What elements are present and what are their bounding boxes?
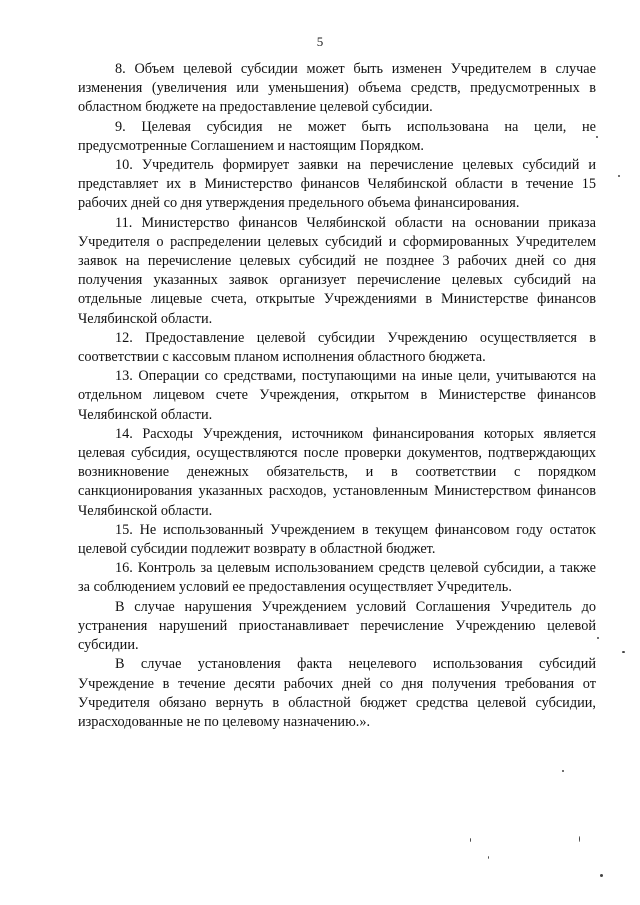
scan-speck — [488, 856, 489, 859]
paragraph-16: 16. Контроль за целевым использованием средств целевой субсидии, а также за соблюдением условий ее предоставления осуществляет Учредитель. — [78, 560, 596, 596]
paragraph-14: 14. Расходы Учреждения, источником финансирования которых является целевая субсидия, осуществляются после проверки документов, подтверждающих возникновение денежных обязательств, и в соответствии с порядком санкционирования указанных расходов, установленным Министерством финансов Челябинской области. — [78, 425, 596, 519]
scan-speck — [562, 770, 564, 772]
scan-speck — [597, 637, 599, 639]
paragraph-misuse: В случае установления факта нецелевого использования субсидий Учреждение в течение десяти рабочих дней со дня получения требования от Учредителя обязано вернуть в областной бюджет средства целевой субсидии, израсходованные не по целевому назначению.». — [78, 656, 596, 730]
paragraph-12: 12. Предоставление целевой субсидии Учреждению осуществляется в соответствии с кассовым планом исполнения областного бюджета. — [78, 329, 596, 366]
paragraph-9: 9. Целевая субсидия не может быть использована на цели, не предусмотренные Соглашением и настоящим Порядком. — [78, 118, 596, 154]
scan-speck — [470, 838, 471, 842]
scan-speck — [618, 175, 620, 177]
page-number: 5 — [316, 34, 324, 49]
paragraph-11: 11. Министерство финансов Челябинской области на основании приказа Учредителя о распределении целевых субсидий и сформированных Учредителем заявок на перечисление целевых субсидий не позднее 3 рабочих дней со дня получения указанных заявок организует перечисление целевых субсидий на отдельные лицевые счета, открытые Учреждениями в Министерстве финансов Челябинской области. — [78, 214, 596, 327]
scan-speck — [579, 836, 580, 842]
scan-speck — [622, 651, 625, 653]
document-body — [78, 60, 596, 732]
paragraph-15: 15. Не использованный Учреждением в текущем финансовом году остаток целевой субсидии подлежит возврату в областной бюджет. — [78, 521, 596, 558]
paragraph-violation: В случае нарушения Учреждением условий Соглашения Учредитель до устранения нарушений приостанавливает перечисление Учреждению целевой субсидии. — [78, 598, 596, 654]
scan-speck — [600, 874, 603, 877]
scan-speck — [596, 136, 598, 138]
paragraph-8: 8. Объем целевой субсидии может быть изменен Учредителем в случае изменения (увеличения или уменьшения) объема средств, предусмотренных в областном бюджете на предоставление целевой субсидии. — [78, 61, 596, 116]
paragraph-10: 10. Учредитель формирует заявки на перечисление целевых субсидий и представляет их в Министерство финансов Челябинской области в течение 15 рабочих дней со дня утверждения предельного объема финансирования. — [78, 157, 596, 212]
paragraph-13: 13. Операции со средствами, поступающими на иные цели, учитываются на отдельном лицевом счете Учреждения, открытом в Министерстве финансов Челябинской области. — [78, 368, 596, 423]
